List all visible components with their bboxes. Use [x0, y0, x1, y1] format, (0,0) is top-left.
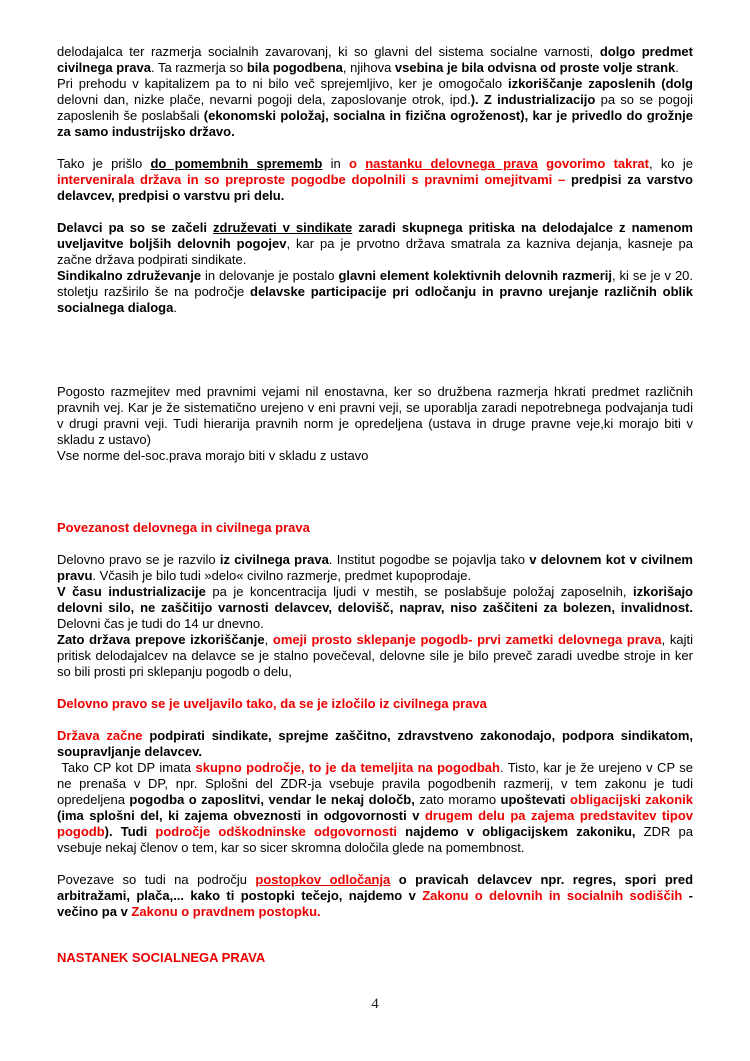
text-run: predpisi za varstvo delavcev, predpisi o varstvu pri delu. [57, 172, 693, 203]
paragraph-industrialization-era [57, 584, 693, 632]
text-run: glavni element kolektivnih delovnih razmerij [338, 268, 613, 283]
text-run: pa so se pogoji zaposlenih še poslabšali [57, 92, 693, 123]
text-run: upoštevati [500, 792, 571, 807]
text-run: združevati v sindikate [213, 220, 353, 235]
heading-social-law-origin [57, 950, 693, 966]
text-run: Delavci pa so se začeli [57, 220, 213, 235]
text-run: . Tisto, kar je že urejeno v CP se ne prenaša v DP, npr. Splošni del ZDR-ja vsebuje pravila pogodbenih razmerij, v tem zakonu je tudi opredeljena [57, 760, 693, 807]
text-run: iz civilnega prava [219, 552, 329, 567]
text-run: in [322, 156, 349, 171]
text-run: Zato država prepove izkoriščanje [57, 632, 265, 647]
text-run: in delovanje je postalo [201, 268, 339, 283]
text-run: podpirati sindikate, sprejme zaščitno, zdravstveno zakonodajo, podpora sindikatom, soupravljanje delavcev. [57, 728, 693, 759]
text-run: zato moramo [414, 792, 501, 807]
paragraph-decision-procedures [57, 872, 693, 920]
text-run: (ekonomski položaj, socialna in fizična ogroženost), kar je privedlo do grožnje za samo industrijsko državo. [57, 108, 693, 139]
text-run: najdemo v obligacijskem zakoniku, [397, 824, 636, 839]
text-run: Sindikalno združevanje [57, 268, 202, 283]
text-run: Tako je prišlo [57, 156, 151, 171]
text-run: pa je koncentracija ljudi v mestih, se poslabšuje položaj zaposelnih, [205, 584, 634, 599]
paragraph-union-association [57, 268, 693, 316]
text-run: pogodba o zaposlitvi, vendar le nekaj določb, [129, 792, 415, 807]
text-run: Država začne [57, 728, 143, 743]
text-run: izkorišajo delovni silo, ne zaščitijo varnosti delavcev, delovišč, naprav, niso zaščiteni za bolezen, invalidnost. [57, 584, 693, 615]
text-run: - večino pa v [57, 888, 693, 919]
text-run: področje odškodninske odgovornosti [155, 824, 398, 839]
text-run: Tako CP kot DP imata [57, 760, 196, 775]
text-run: . Ta razmerja so [150, 60, 247, 75]
text-run: izkoriščanje zaposlenih (dolg [507, 76, 694, 91]
paragraph-state-prohibition [57, 632, 693, 680]
text-run: skupno področje, to je da temeljita na pogodbah [195, 760, 500, 775]
text-run: , [264, 632, 273, 647]
text-run: omeji prosto sklepanje pogodb- prvi zametki delovnega prava [272, 632, 662, 647]
text-run: nastanku delovnega prava [365, 156, 538, 171]
text-run: , ki se je v 20. stoletju razširilo še na področje [57, 268, 694, 299]
text-run: . Včasih je bilo tudi »delo« civilno razmerje, predmet kupoprodaje. [92, 568, 472, 583]
text-run: postopkov odločanja [255, 872, 391, 887]
text-run: (ima splošni del, ki zajema obveznosti in odgovornosti v [57, 808, 425, 823]
text-run: intervenirala država in so preproste pogodbe dopolnili s pravnimi omejitvami – [57, 172, 566, 187]
text-run: , kajti pritisk delodajalcev na delavce se je stalno povečeval, delovne sile je bilo preveč zaradi uvedbe stroje in ker so bili prosti pri sklepanju pogodb o delu, [57, 632, 693, 679]
paragraph-state-support [57, 728, 693, 760]
text-run: dolgo predmet civilnega prava [57, 44, 693, 75]
text-run: obligacijski zakonik [570, 792, 693, 807]
text-run: delovni dan, nizke plače, nevarni pogoji dela, zaposlovanje otrok, ipd. [57, 92, 471, 107]
text-run: ). [104, 824, 113, 839]
text-run: drugem delu pa zajema predstavitev tipov pogodb [57, 808, 693, 839]
text-run: o pravicah delavcev npr. regres, spori pred arbitražami, plača,... kako ti postopki tečejo, najdemo v [57, 872, 694, 903]
text-run: Delovni čas je tudi do 14 ur dnevno. [57, 616, 264, 631]
text-run: V času industrializacije [57, 584, 206, 599]
text-run: delodajalca ter razmerja socialnih zavarovanj, ki so glavni del sistema socialne varnosti, [57, 44, 600, 59]
text-run: , ko je [649, 156, 694, 171]
text-run: Delovno pravo se je uveljavilo tako, da se je izločilo iz civilnega prava [57, 696, 487, 711]
text-run: o [348, 156, 366, 171]
text-run: zaradi skupnega pritiska na delodajalce z namenom uveljavitve boljših delovnih pogojev [57, 220, 693, 251]
heading-labor-law-separation [57, 696, 693, 712]
paragraph-labor-law-origin [57, 552, 693, 584]
paragraph-unions-formation [57, 220, 693, 268]
text-run: Pogosto razmejitev med pravnimi vejami nil enostavna, ker so družbena razmerja hkrati predmet različnih pravnih vej. Kar je že sistematično urejeno v eni pravni veji, se uporablja zaradi nepotrebnega podvajanja tudi v drugi pravni veji. Tudi hierarija pravnih norm je opredeljena (ustava in druge pravne veje,ki morajo biti v skladu z ustavo) [57, 384, 693, 447]
text-run: Povezanost delovnega in civilnega prava [57, 520, 310, 535]
text-run: Vse norme del-soc.prava morajo biti v skladu z ustavo [57, 448, 369, 463]
text-run: vsebina je bila odvisna od proste volje strank [394, 60, 676, 75]
text-run: Zakonu o pravdnem postopku. [131, 904, 321, 919]
text-run: v delovnem kot v civilnem pravu [57, 552, 693, 583]
paragraph-legal-branches-demarcation [57, 384, 693, 448]
text-run: ZDR pa vsebuje nekaj členov o tem, kar so sicer skromna določila glede na pomembnost. [57, 824, 693, 855]
paragraph-social-insurance [57, 44, 693, 76]
text-run: NASTANEK SOCIALNEGA PRAVA [57, 950, 266, 965]
text-run: Delovno pravo se je razvilo [57, 552, 220, 567]
text-run: Pri prehodu v kapitalizem pa to ni bilo več sprejemljivo, ker je omogočalo [57, 76, 508, 91]
paragraph-norms-constitution [57, 448, 693, 464]
text-run: . [675, 60, 679, 75]
text-run: delavske participacije pri odločanju in pravno urejanje različnih oblik socialnega dialoga [57, 284, 694, 315]
text-run: ). Z industrializacijo [470, 92, 596, 107]
paragraph-cp-dp-common-field [57, 760, 693, 856]
paragraph-important-changes [57, 156, 693, 204]
text-run: govorimo takrat [537, 156, 649, 171]
heading-labor-civil-law-connection [57, 520, 693, 536]
text-run: , kar pa je prvotno država smatrala za kazniva dejanja, kasneje pa začne država podpirati sindikate. [57, 236, 693, 267]
text-run: do pomembnih sprememb [150, 156, 323, 171]
text-run: . Institut pogodbe se pojavlja tako [328, 552, 530, 567]
paragraph-capitalism-transition [57, 76, 693, 140]
text-run: Tudi [112, 824, 156, 839]
text-run: Povezave so tudi na področju [57, 872, 256, 887]
text-run: . [173, 300, 177, 315]
text-run: Zakonu o delovnih in socialnih sodiščih [422, 888, 683, 903]
page-content [57, 44, 693, 966]
page-number: 4 [371, 996, 379, 1012]
text-run: , njihova [342, 60, 395, 75]
text-run: bila pogodbena [246, 60, 343, 75]
